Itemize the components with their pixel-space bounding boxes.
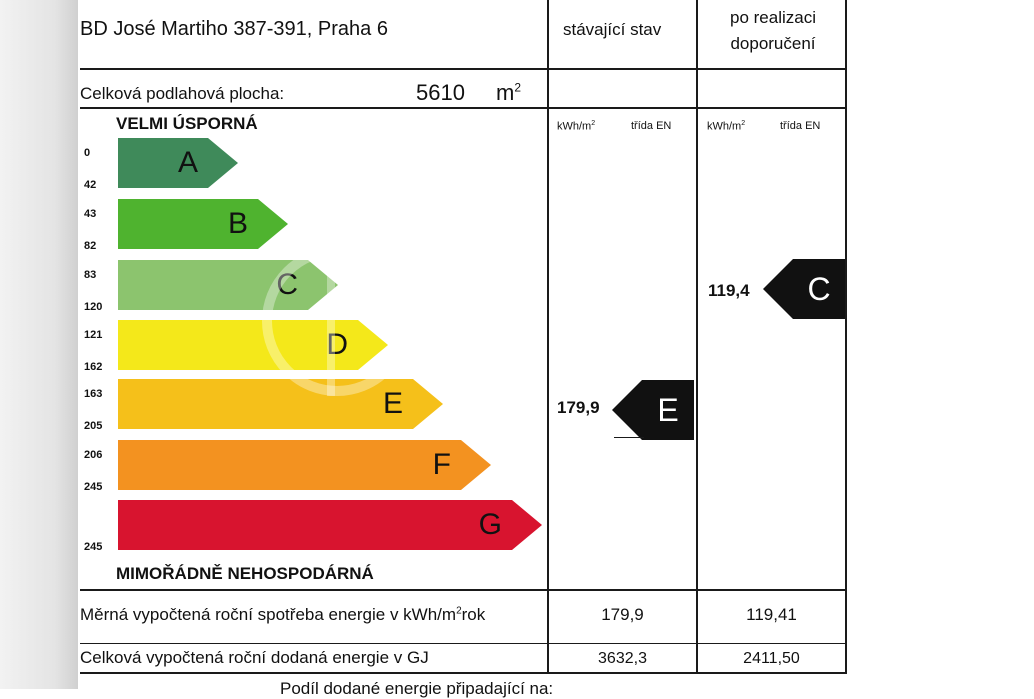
energy-band-tip <box>208 138 238 188</box>
band-range-from: 83 <box>84 269 97 281</box>
energy-band-letter: A <box>177 146 198 179</box>
energy-band-letter: D <box>326 328 348 361</box>
row-specific-consumption-current: 179,9 <box>601 605 644 624</box>
row-total-energy-after: 2411,50 <box>743 650 800 667</box>
band-range-to: 120 <box>84 301 103 313</box>
band-range-from: 43 <box>84 208 97 220</box>
energy-band-letter: F <box>432 448 451 481</box>
energy-band-tip <box>461 440 491 490</box>
class-label-current: třída EN <box>631 120 672 132</box>
row-total-energy-label: Celková vypočtená roční dodaná energie v GJ <box>80 648 429 667</box>
energy-band-a <box>118 138 238 188</box>
after-value: 119,4 <box>708 281 750 300</box>
floor-area-unit: $m^2$ <box>496 80 522 105</box>
footer-partial-text: Podíl dodané energie připadající na: <box>280 679 554 698</box>
band-range-from: 163 <box>84 388 103 400</box>
scale-bottom-label: MIMOŘÁDNĚ NEHOSPODÁRNÁ <box>116 564 374 583</box>
current-pointer-line <box>614 437 644 438</box>
row-specific-consumption-after: 119,41 <box>746 605 797 624</box>
watermark <box>262 246 412 396</box>
energy-band-e <box>118 379 443 429</box>
current-class-indicator <box>612 380 694 440</box>
scan-edge <box>0 0 78 689</box>
row-specific-consumption-label: Měrná vypočtená roční spotřeba energie v kWh/$m^2rok$ <box>80 605 486 624</box>
divider-vertical-2 <box>696 0 698 672</box>
column-header-after-line1: po realizaci <box>730 8 816 27</box>
band-range-to: 245 <box>84 481 103 493</box>
energy-band-letter: B <box>227 207 248 240</box>
divider-horizontal-2 <box>80 107 847 109</box>
energy-band-body <box>118 440 461 490</box>
energy-band-body <box>118 199 258 249</box>
energy-band-body <box>118 500 512 550</box>
band-range-to: 205 <box>84 420 103 432</box>
energy-band-body <box>118 138 208 188</box>
unit-kwh-after: kWh/$m^2$ <box>707 120 746 133</box>
band-range-to: 42 <box>84 179 97 191</box>
energy-band-f <box>118 440 491 490</box>
energy-band-tip <box>413 379 443 429</box>
column-header-current: stávající stav <box>563 20 662 39</box>
row-total-energy-current: 3632,3 <box>598 650 647 667</box>
band-range-from: 206 <box>84 449 103 461</box>
scale-top-label: VELMI ÚSPORNÁ <box>116 114 258 133</box>
divider-horizontal-3 <box>80 589 847 591</box>
divider-horizontal-1 <box>80 68 847 70</box>
energy-band-b <box>118 199 288 249</box>
divider-vertical-1 <box>547 0 549 672</box>
energy-band-g <box>118 500 542 550</box>
divider-vertical-3 <box>845 0 847 672</box>
current-class-letter: E <box>642 380 694 440</box>
energy-band-letter: E <box>382 387 403 420</box>
current-value: 179,9 <box>557 398 600 417</box>
after-class-letter: C <box>793 259 845 319</box>
energy-band-letter: C <box>276 268 298 301</box>
energy-band-tip <box>512 500 542 550</box>
floor-area-value: 5610 <box>416 80 465 105</box>
band-range-to: 162 <box>84 361 103 373</box>
class-label-after: třída EN <box>780 120 821 132</box>
band-range-to: 82 <box>84 240 97 252</box>
band-range-from: 0 <box>84 147 91 159</box>
column-header-after-line2: doporučení <box>730 34 816 53</box>
energy-band-tip <box>258 199 288 249</box>
energy-band-letter: G <box>478 508 502 541</box>
band-range-from: 121 <box>84 329 103 341</box>
after-class-indicator <box>763 259 845 319</box>
divider-horizontal-4 <box>80 643 847 644</box>
band-range-to: 245 <box>84 541 103 553</box>
building-address: BD José Martiho 387-391, Praha 6 <box>80 18 388 40</box>
floor-area-label: Celková podlahová plocha: <box>80 84 285 103</box>
divider-horizontal-5 <box>80 672 847 674</box>
unit-kwh-current: kWh/$m^2$ <box>557 120 596 133</box>
